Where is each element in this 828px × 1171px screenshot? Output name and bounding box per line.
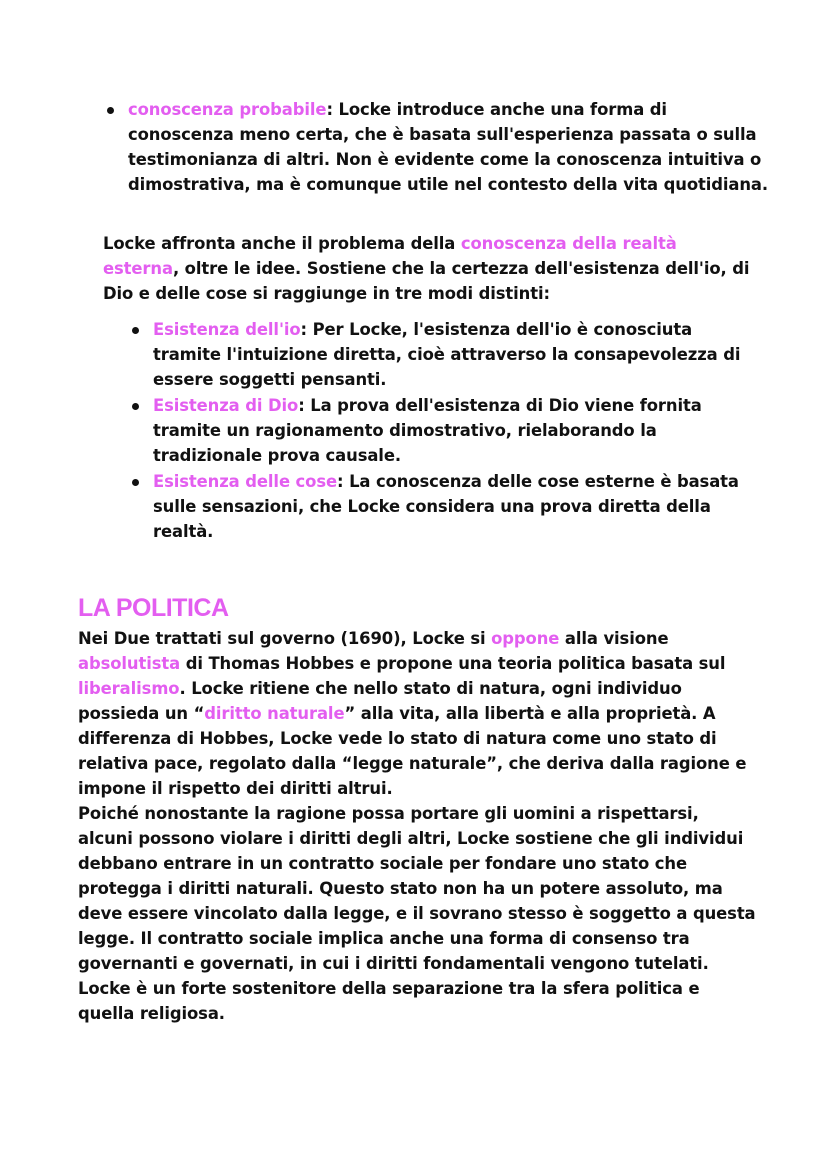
paragraph-text: Nei Due trattati sul governo (1690), Locke si [78,629,492,648]
highlight-term: Esistenza dell'io [153,320,301,339]
list-item [128,97,768,197]
highlight-term: Esistenza di Dio [153,396,299,415]
paragraph-text: . Locke ritiene che nello stato di natura, ogni individuo possieda un “ [78,679,682,723]
politics-paragraph-2: Poiché nonostante la ragione possa portare gli uomini a rispettarsi, alcuni possono violare i diritti degli altri, Locke sostiene che gli individui debbano entrare in un contratto sociale per fondare uno stato che protegga i diritti naturali. Questo stato non ha un potere assoluto, ma deve essere vincolato dalla legge, e il sovrano stesso è soggetto a questa legge. Il contratto sociale implica anche una forma di consenso tra governanti e governati, in cui i diritti fondamentali vengono tutelati. [78,804,756,973]
highlight-term: diritto naturale [204,704,345,723]
paragraph-text: di Thomas Hobbes e propone una teoria politica basata sul [180,654,726,673]
highlight-term: absolutista [78,654,181,673]
list-item-text: : Per Locke, l'esistenza dell'io è conosciuta tramite l'intuizione diretta, cioè attraverso la consapevolezza di essere soggetti pensanti. [153,320,741,389]
highlight-term: oppone [491,629,560,648]
list-item-text: : La conoscenza delle cose esterne è basata sulle sensazioni, che Locke considera una prova diretta della realtà. [153,472,739,541]
external-reality-paragraph [103,231,753,306]
paragraph-text: ” alla vita, alla libertà e alla proprietà. A differenza di Hobbes, Locke vede lo stato di natura come uno stato di relativa pace, regolato dalla “legge naturale”, che deriva dalla ragione e impone il rispetto dei diritti altrui. [78,704,747,798]
list-item-text: : La prova dell'esistenza di Dio viene fornita tramite un ragionamento dimostrativo, rielaborando la tradizionale prova causale. [153,396,702,465]
highlight-term: liberalismo [78,679,180,698]
politics-section [78,626,758,1026]
highlight-term: Esistenza delle cose [153,472,338,491]
politics-paragraph-1 [78,626,758,801]
existence-list [153,317,763,545]
paragraph-text: alla visione [559,629,669,648]
probable-knowledge-list [128,97,768,197]
paragraph-text: , oltre le idee. Sostiene che la certezza dell'esistenza dell'io, di Dio e delle cose si raggiunge in tre modi distinti: [103,259,750,303]
highlight-term: conoscenza probabile [128,100,327,119]
politics-paragraph-3: Locke è un forte sostenitore della separazione tra la sfera politica e quella religiosa. [78,979,700,1023]
section-heading: LA POLITICA [78,594,229,622]
list-item [153,469,763,544]
list-item [153,393,763,468]
paragraph-text: Locke affronta anche il problema della [103,234,461,253]
list-item-text: : Locke introduce anche una forma di conoscenza meno certa, che è basata sull'esperienza passata o sulla testimonianza di altri. Non è evidente come la conoscenza intuitiva o dimostrativa, ma è comunque utile nel contesto della vita quotidiana. [128,100,769,194]
highlight-term: conoscenza della realtà esterna [103,234,677,278]
list-item [153,317,763,392]
